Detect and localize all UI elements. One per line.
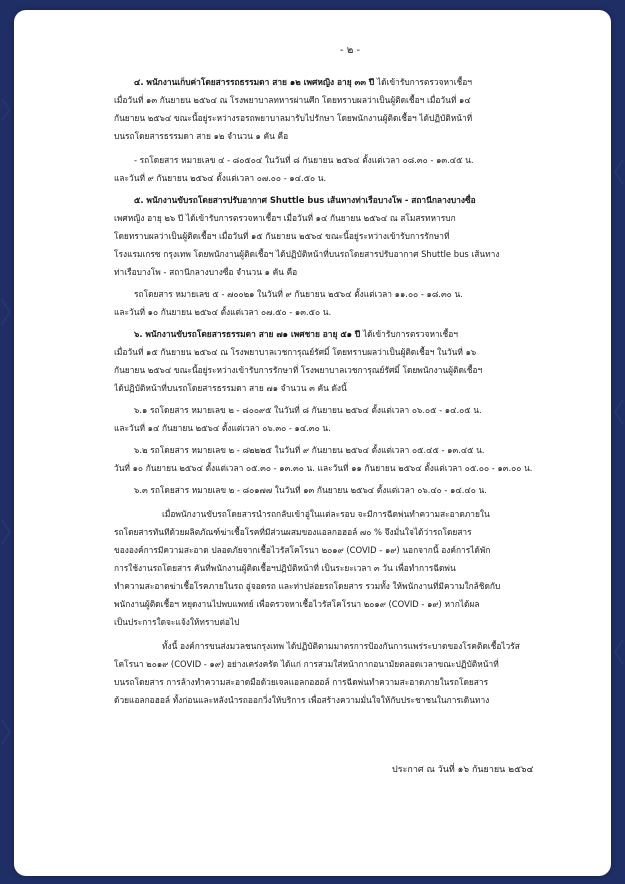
cleaning-paragraph-line: รถโดยสารทันทีด้วยผลิตภัณฑ์ฆ่าเชื้อโรคที่มีส่วนผสมของแอลกอฮอล์ ๗๐ % จึงมั่นใจได้ว่ารถโดยสาร bbox=[114, 527, 472, 537]
cleaning-paragraph-line: ขององค์การมีความสะอาด ปลอดภัยจากเชื้อไวรัสโคโรนา ๒๐๑๙ (COVID - ๑๙) นอกจากนี้ องค์การได้พัก bbox=[114, 545, 491, 555]
measures-paragraph-line: บนรถโดยสาร การล้างทำความสะอาดมือด้วยเจลแอลกอฮอล์ การฉีดพ่นทำความสะอาดภายในรถโดยสาร bbox=[114, 677, 489, 687]
section-4-entry-cont: และวันที่ ๙ กันยายน ๒๕๖๔ ตั้งแต่เวลา ๐๗.๐๐ - ๑๔.๕๐ น. bbox=[114, 173, 327, 183]
section-6-heading: ๖. พนักงานขับรถโดยสารธรรมดา สาย ๗๑ เพศชาย อายุ ๕๑ ปี bbox=[134, 329, 361, 339]
measures-paragraph-line: ด้วยแอลกอฮอล์ ทั้งก่อนและหลังนำรถออกวิ่งให้บริการ เพื่อสร้างความมั่นใจให้กับประชาชนในการเดินทาง bbox=[114, 695, 490, 705]
section-5-line: โดยทราบผลว่าเป็นผู้ติดเชื้อฯ เมื่อวันที่ ๑๕ กันยายน ๒๕๖๔ ขณะนี้อยู่ระหว่างเข้ารับการรักษาที่ bbox=[114, 231, 450, 241]
page-number: - ๒ - bbox=[339, 45, 361, 56]
section-4-entry: - รถโดยสาร หมายเลข ๔ - ๘๐๕๐๔ ในวันที่ ๘ กันยายน ๒๕๖๔ ตั้งแต่เวลา ๐๘.๓๐ - ๑๓.๔๕ น. bbox=[134, 155, 474, 165]
section-4-line: เมื่อวันที่ ๑๓ กันยายน ๒๕๖๔ ณ โรงพยาบาลทหารผ่านศึก โดยทราบผลว่าเป็นผู้ติดเชื้อฯ เมื่อวันที่ ๑๔ bbox=[114, 95, 471, 105]
cleaning-paragraph-line: ทำความสะอาดฆ่าเชื้อโรคภายในรถ อู่จอดรถ และท่าปล่อยรถโดยสาร รวมทั้ง ให้พนักงานที่มีความใกล้ชิดกับ bbox=[114, 581, 501, 591]
section-6-entry-2-cont: วันที่ ๑๐ กันยายน ๒๕๖๔ ตั้งแต่เวลา ๐๕.๓๐ - ๑๓.๓๐ น. และวันที่ ๑๑ กันยายน ๒๕๖๔ ตั้งแต่เวลา ๐๕.๐๐ - ๑๓.๐๐ น. bbox=[114, 463, 533, 473]
announcement-date: ประกาศ ณ วันที่ ๑๖ กันยายน ๒๕๖๔ bbox=[392, 765, 534, 775]
section-5-heading: ๕. พนักงานขับรถโดยสารปรับอากาศ Shuttle bus เส้นทางท่าเรือบางโพ - สถานีกลางบางซื่อ bbox=[134, 195, 476, 205]
section-6-entry-1: ๖.๑ รถโดยสาร หมายเลข ๒ - ๘๐๐๙๕ ในวันที่ ๘ กันยายน ๒๕๖๔ ตั้งแต่เวลา ๐๖.๐๕ - ๑๔.๐๕ น. bbox=[134, 405, 482, 415]
section-6-entry-1-cont: และวันที่ ๑๔ กันยายน ๒๕๖๔ ตั้งแต่เวลา ๐๖.๓๐ - ๑๔.๓๐ น. bbox=[114, 423, 331, 433]
section-4-line: กันยายน ๒๕๖๔ ขณะนี้อยู่ระหว่างรอรถพยาบาลมารับไปรักษา โดยพนักงานผู้ติดเชื้อฯ ได้ปฏิบัติหน้าที่ bbox=[114, 113, 473, 123]
section-6-line: กันยายน ๒๕๖๔ ขณะนี้อยู่ระหว่างเข้ารับการรักษาที่ โรงพยาบาลเวชการุณย์รัศมิ์ โดยพนักงานผู้ติดเชื้อฯ bbox=[114, 365, 483, 375]
measures-paragraph-line: โคโรนา ๒๐๑๙ (COVID - ๑๙) อย่างเคร่งครัด ได้แก่ การสวมใส่หน้ากากอนามัยตลอดเวลาขณะปฏิบัติหน้าที่ bbox=[114, 659, 499, 669]
cleaning-paragraph-line: เมื่อพนักงานขับรถโดยสารนำรถกลับเข้าอู่ในแต่ละรอบ จะมีการฉีดพ่นทำความสะอาดภายใน bbox=[162, 509, 490, 519]
cleaning-paragraph-line: พนักงานผู้ติดเชื้อฯ หยุดงานไปพบแพทย์ เพื่อตรวจหาเชื้อไวรัสโคโรนา ๒๐๑๙ (COVID - ๑๙) หากได้ผล bbox=[114, 599, 480, 609]
section-4-heading: ๔. พนักงานเก็บค่าโดยสารรถธรรมดา สาย ๑๒ เพศหญิง อายุ ๓๓ ปี bbox=[134, 77, 375, 87]
section-5-line: เพศหญิง อายุ ๒๖ ปี ได้เข้ารับการตรวจหาเชื้อฯ เมื่อวันที่ ๑๔ กันยายน ๒๕๖๔ ณ สโมสรทหารบก bbox=[114, 213, 456, 223]
section-5-entry-cont: และวันที่ ๑๐ กันยายน ๒๕๖๔ ตั้งแต่เวลา ๐๗.๕๐ - ๑๓.๕๐ น. bbox=[114, 307, 332, 317]
section-6-line: ได้ปฏิบัติหน้าที่บนรถโดยสารธรรมดา สาย ๗๑ จำนวน ๓ คัน ดังนี้ bbox=[114, 383, 347, 393]
section-4-line: บนรถโดยสารธรรมดา สาย ๑๒ จำนวน ๑ คัน คือ bbox=[114, 131, 289, 141]
section-6-heading-line bbox=[134, 328, 586, 340]
section-5-entry: รถโดยสาร หมายเลข ๕ - ๗๐๐๒๑ ในวันที่ ๙ กันยายน ๒๕๖๔ ตั้งแต่เวลา ๑๑.๐๐ - ๑๘.๓๐ น. bbox=[134, 289, 463, 299]
section-5-line: โรงแรมเกรซ กรุงเทพ โดยพนักงานผู้ติดเชื้อฯ ได้ปฏิบัติหน้าที่บนรถโดยสารปรับอากาศ Shuttle bus เส้นทาง bbox=[114, 249, 500, 259]
measures-paragraph-line: ทั้งนี้ องค์การขนส่งมวลชนกรุงเทพ ได้ปฏิบัติตามมาตรการป้องกันการแพร่ระบาดของโรคติดเชื้อไวรัส bbox=[162, 641, 520, 651]
section-4-heading-line bbox=[134, 76, 586, 88]
section-6-line: เมื่อวันที่ ๑๕ กันยายน ๒๕๖๔ ณ โรงพยาบาลเวชการุณย์รัศมิ์ โดยทราบผลว่าเป็นผู้ติดเชื้อฯ ในวันที่ ๑๖ bbox=[114, 347, 477, 357]
section-6-entry-2: ๖.๒ รถโดยสาร หมายเลข ๒ - ๘๒๒๒๕ ในวันที่ ๙ กันยายน ๒๕๖๔ ตั้งแต่เวลา ๐๕.๔๕ - ๑๓.๔๕ น. bbox=[134, 445, 485, 455]
section-6-heading-rest: ได้เข้ารับการตรวจหาเชื้อฯ bbox=[360, 329, 458, 339]
document-page bbox=[14, 10, 611, 876]
section-4-heading-rest: ได้เข้ารับการตรวจหาเชื้อฯ bbox=[374, 77, 472, 87]
section-6-entry-3: ๖.๓ รถโดยสาร หมายเลข ๒ - ๘๐๑๗๗ ในวันที่ ๑๓ กันยายน ๒๕๖๔ ตั้งแต่เวลา ๐๖.๔๐ - ๑๔.๔๐ น. bbox=[134, 485, 487, 495]
cleaning-paragraph-line: การใช้งานรถโดยสาร คันที่พนักงานผู้ติดเชื้อฯปฏิบัติหน้าที่ เป็นระยะเวลา ๓ วัน เพื่อทำการฉีดพ่น bbox=[114, 563, 456, 573]
cleaning-paragraph-line: เป็นประการใดจะแจ้งให้ทราบต่อไป bbox=[114, 617, 240, 627]
section-5-line: ท่าเรือบางโพ - สถานีกลางบางซื่อ จำนวน ๑ คัน คือ bbox=[114, 267, 298, 277]
